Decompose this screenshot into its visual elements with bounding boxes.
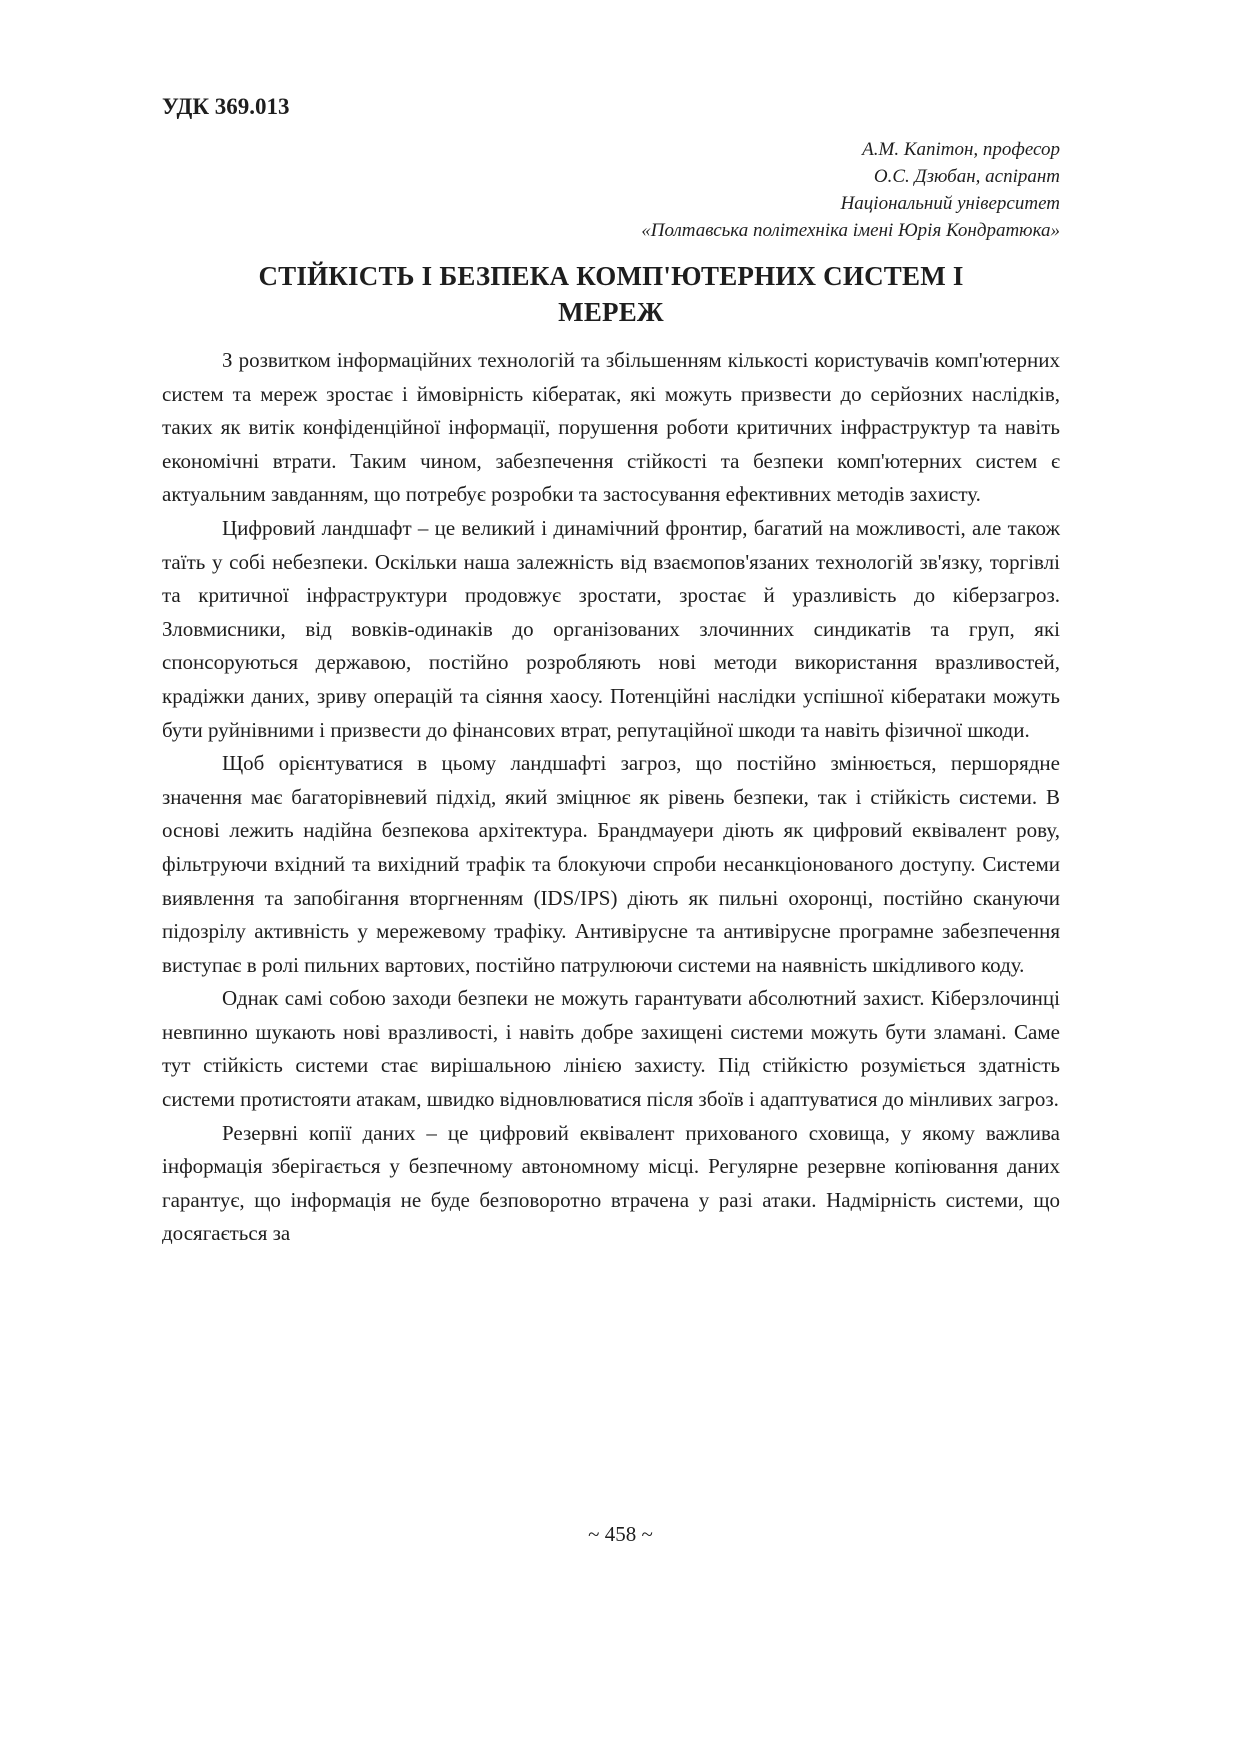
article-body [162,344,1060,1251]
author-line: А.М. Капітон, професор [862,139,1060,160]
body-paragraph: Резервні копії даних – це цифровий еквівалент прихованого сховища, у якому важлива інформація зберігається у безпечному автономному місці. Регулярне резервне копіювання даних гарантує, що інформація не буде безповоротно втрачена у разі атаки. Надмірність системи, що досягається за [162,1120,1060,1246]
body-paragraph: Однак самі собою заходи безпеки не можуть гарантувати абсолютний захист. Кіберзлочинці невпинно шукають нові вразливості, і навіть добре захищені системи можуть бути зламані. Саме тут стійкість системи стає вирішальною лінією захисту. Під стійкістю розуміється здатність системи протистояти атакам, швидко відновлюватися після збоїв і адаптуватися до мінливих загроз. [162,986,1060,1112]
title-line: СТІЙКІСТЬ І БЕЗПЕКА КОМП'ЮТЕРНИХ СИСТЕМ І [258,261,964,291]
article-title [162,258,1060,330]
body-paragraph: З розвитком інформаційних технологій та збільшенням кількості користувачів комп'ютерних систем та мереж зростає і ймовірність кібератак, які можуть призвести до серйозних наслідків, таких як витік конфіденційної інформації, порушення роботи критичних інфраструктур та навіть економічні втрати. Таким чином, забезпечення стійкості та безпеки комп'ютерних систем є актуальним завданням, що потребує розробки та застосування ефективних методів захисту. [162,348,1060,507]
title-line: МЕРЕЖ [558,297,664,327]
page-number: ~ 458 ~ [588,1522,653,1546]
article-page [162,92,1060,1251]
body-paragraph: Цифровий ландшафт – це великий і динамічний фронтир, багатий на можливості, але також таїть у собі небезпеки. Оскільки наша залежність від взаємопов'язаних технологій зв'язку, торгівлі та критичної інфраструктури продовжує зростати, зростає й уразливість до кіберзагроз. Зловмисники, від вовків-одинаків до організованих злочинних синдикатів та груп, які спонсоруються державою, постійно розробляють нові методи використання вразливостей, крадіжки даних, зриву операцій та сіяння хаосу. Потенційні наслідки успішної кібератаки можуть бути руйнівними і призвести до фінансових втрат, репутаційної шкоди та навіть фізичної шкоди. [162,515,1060,742]
author-block [162,136,1060,244]
udk-code: УДК 369.013 [162,94,290,119]
affiliation-line: «Полтавська політехніка імені Юрія Кондратюка» [641,220,1060,241]
body-paragraph: Щоб орієнтуватися в цьому ландшафті загроз, що постійно змінюється, першорядне значення має багаторівневий підхід, який зміцнює як рівень безпеки, так і стійкість системи. В основі лежить надійна безпекова архітектура. Брандмауери діють як цифровий еквівалент рову, фільтруючи вхідний та вихідний трафік та блокуючи спроби несанкціонованого доступу. Системи виявлення та запобігання вторгненням (IDS/IPS) діють як пильні охоронці, постійно скануючи підозрілу активність у мережевому трафіку. Антивірусне та антивірусне програмне забезпечення виступає в ролі пильних вартових, постійно патрулюючи системи на наявність шкідливого коду. [162,751,1060,977]
affiliation-line: Національний університет [840,193,1060,214]
author-line: О.С. Дзюбан, аспірант [873,166,1060,187]
